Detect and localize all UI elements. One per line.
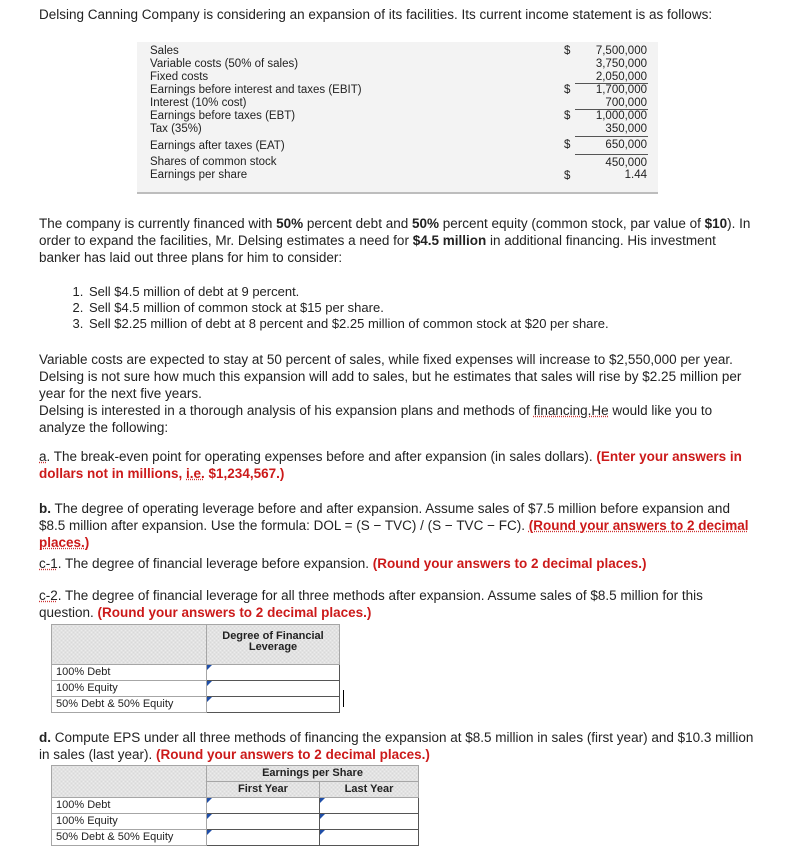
- stmt-rule: [575, 154, 648, 155]
- list-item: 1. Sell $4.5 million of debt at 9 percent.: [87, 284, 609, 300]
- question-d: d. Compute EPS under all three methods of financing the expansion at $8.5 million in sales (first year) and $10.3 million in sales (last year). (Round your answers to 2 decimal places.): [39, 730, 754, 762]
- question-b: b. The degree of operating leverage before and after expansion. Assume sales of $7.5 million before expansion and $8.5 million after expansion. Use the formula: DOL = (S − TVC) / (S − TVC − FC). (Round your answers to 2 decimal places.): [39, 501, 749, 550]
- question-c1: c-1. The degree of financial leverage before expansion. (Round your answers to 2 decimal places.): [39, 556, 647, 571]
- eps-col-last-year: Last Year: [320, 782, 419, 798]
- dfl-row-label: 100% Debt: [52, 665, 207, 681]
- eps-row-label: 100% Equity: [52, 814, 207, 830]
- stmt-dollar: $: [564, 139, 571, 151]
- stmt-value-ebt: 1,000,000: [595, 110, 647, 122]
- stmt-dollar: $: [564, 45, 571, 57]
- eps-row-label: 50% Debt & 50% Equity: [52, 830, 207, 846]
- eps-header: Earnings per Share: [207, 766, 419, 782]
- question-c2: c-2. The degree of financial leverage for all three methods after expansion. Assume sales of $8.5 million for this question. (Round your answers to 2 decimal places.): [39, 588, 703, 620]
- variable-costs-text: Variable costs are expected to stay at 50 percent of sales, while fixed expenses will increase to $2,550,000 per year. Delsing is not sure how much this expansion will add to sales, but he estimates that sales will rise by $2.25 million per year for the next five years.: [39, 352, 742, 401]
- dfl-mixed-input[interactable]: [207, 697, 340, 713]
- stmt-label-tax: Tax (35%): [150, 123, 202, 135]
- dfl-table: [51, 624, 340, 713]
- stmt-value-sales: 7,500,000: [595, 45, 647, 57]
- dfl-header: Degree of Financial Leverage: [207, 625, 340, 665]
- stmt-label-shares: Shares of common stock: [150, 156, 277, 168]
- eps-debt-first-input[interactable]: [207, 798, 320, 814]
- stmt-dollar: $: [564, 84, 571, 96]
- stmt-dollar: $: [564, 110, 571, 122]
- stmt-label-interest: Interest (10% cost): [150, 97, 247, 109]
- eps-equity-last-input[interactable]: [320, 814, 419, 830]
- income-statement: [137, 42, 658, 194]
- intro-text: Delsing Canning Company is considering an expansion of its facilities. Its current income statement is as follows:: [39, 7, 713, 22]
- list-item: 3. Sell $2.25 million of debt at 8 percent and $2.25 million of common stock at $20 per share.: [87, 316, 609, 332]
- eps-mixed-first-input[interactable]: [207, 830, 320, 846]
- dfl-row-label: 50% Debt & 50% Equity: [52, 697, 207, 713]
- eps-corner: [52, 766, 207, 798]
- eps-equity-first-input[interactable]: [207, 814, 320, 830]
- stmt-value-tax: 350,000: [605, 123, 647, 135]
- eps-debt-last-input[interactable]: [320, 798, 419, 814]
- stmt-label-sales: Sales: [150, 45, 179, 57]
- dfl-equity-input[interactable]: [207, 681, 340, 697]
- stmt-value-ebit: 1,700,000: [595, 84, 647, 96]
- eps-row-label: 100% Debt: [52, 798, 207, 814]
- eps-mixed-last-input[interactable]: [320, 830, 419, 846]
- dfl-row-label: 100% Equity: [52, 681, 207, 697]
- stmt-label-ebit: Earnings before interest and taxes (EBIT): [150, 84, 362, 96]
- stmt-label-fixed-costs: Fixed costs: [150, 71, 209, 83]
- stmt-value-variable-costs: 3,750,000: [595, 58, 647, 70]
- analysis-text: Delsing is interested in a thorough analysis of his expansion plans and methods of financing.He would like you to analyze the following:: [39, 403, 713, 435]
- dfl-debt-input[interactable]: [207, 665, 340, 681]
- stmt-label-eps: Earnings per share: [150, 169, 248, 181]
- eps-table: [51, 765, 419, 846]
- stmt-label-eat: Earnings after taxes (EAT): [150, 140, 285, 152]
- stmt-value-fixed-costs: 2,050,000: [595, 71, 647, 83]
- eps-col-first-year: First Year: [207, 782, 320, 798]
- stmt-label-ebt: Earnings before taxes (EBT): [150, 110, 296, 122]
- question-a: a. The break-even point for operating expenses before and after expansion (in sales dollars). (Enter your answers in dollars not in millions, i.e. $1,234,567.): [39, 449, 742, 481]
- stmt-value-interest: 700,000: [605, 97, 647, 109]
- stmt-value-shares: 450,000: [605, 157, 647, 169]
- plans-list: [60, 284, 609, 332]
- text-cursor: [343, 690, 344, 707]
- stmt-value-eps: 1.44: [624, 169, 647, 181]
- stmt-dollar: $: [564, 170, 571, 182]
- stmt-value-eat: 650,000: [605, 139, 647, 151]
- stmt-rule: [575, 136, 648, 137]
- stmt-label-variable-costs: Variable costs (50% of sales): [150, 58, 299, 70]
- financing-text: The company is currently financed with 50% percent debt and 50% percent equity (common stock, par value of $10). In order to expand the facilities, Mr. Delsing estimates a need for $4.5 million in additional financing. His investment banker has laid out three plans for him to consider:: [39, 216, 751, 265]
- list-item: 2. Sell $4.5 million of common stock at $15 per share.: [87, 300, 609, 316]
- dfl-corner: [52, 625, 207, 665]
